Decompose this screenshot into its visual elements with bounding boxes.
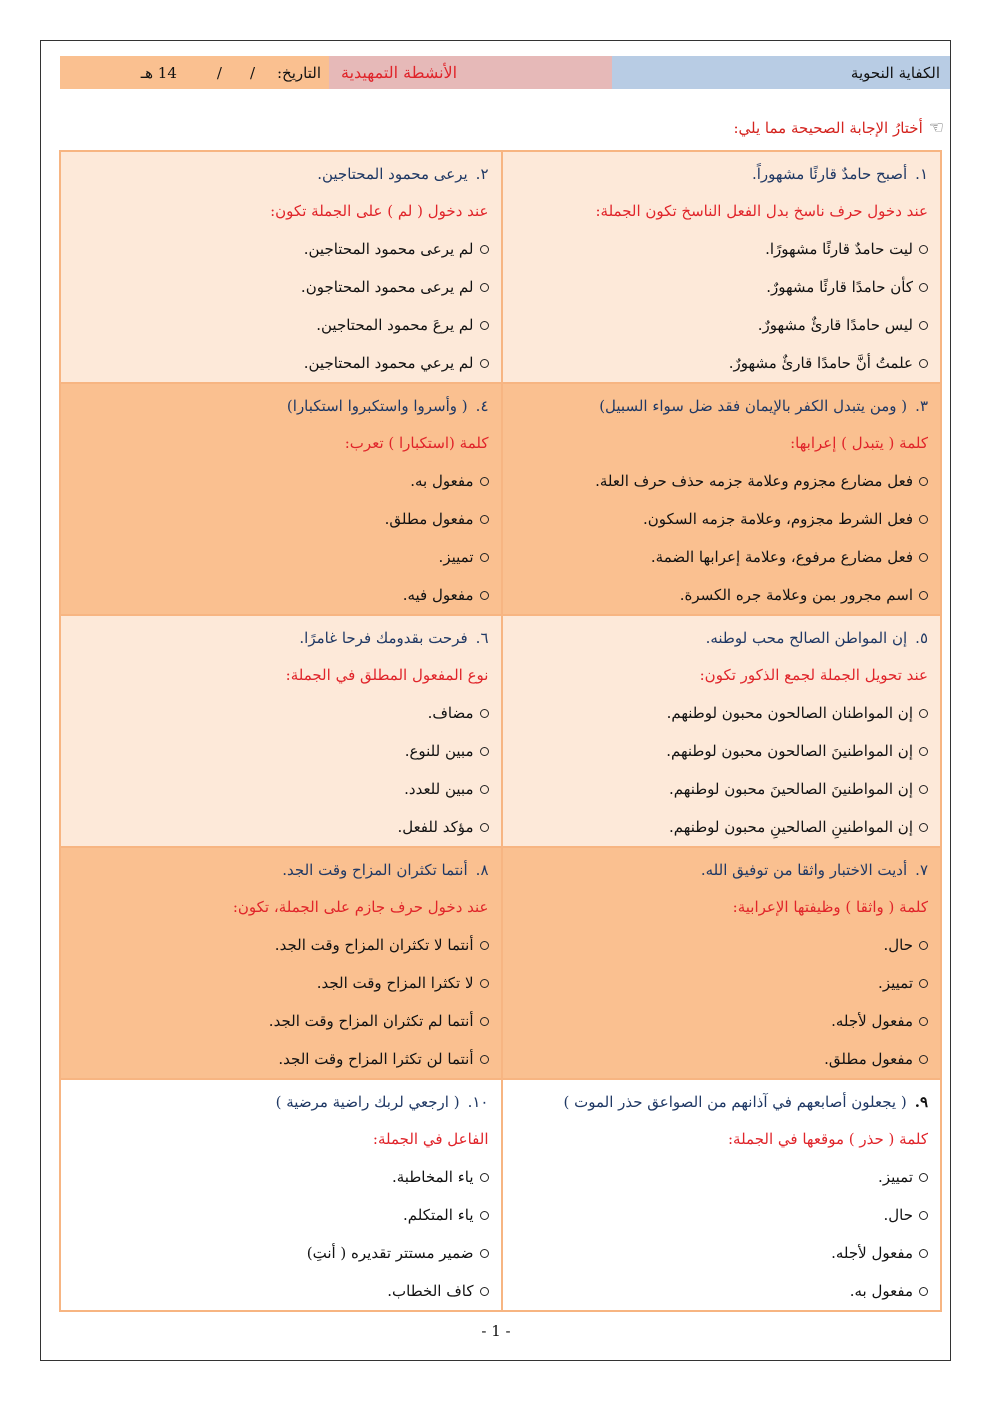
option-text: حال. — [883, 1206, 913, 1224]
radio-circle-icon[interactable] — [480, 979, 489, 988]
answer-option[interactable] — [73, 1234, 489, 1272]
question-number: ١٠. — [467, 1093, 489, 1111]
radio-circle-icon[interactable] — [919, 515, 928, 524]
radio-circle-icon[interactable] — [919, 1211, 928, 1220]
radio-circle-icon[interactable] — [480, 823, 489, 832]
answer-option[interactable] — [515, 462, 929, 500]
option-text: ليت حامدٌ قارئًا مشهورًا. — [765, 240, 913, 258]
option-text: مفعول لأجله. — [831, 1012, 913, 1030]
answer-option[interactable] — [515, 1002, 929, 1040]
question-number: ٦. — [475, 629, 489, 647]
radio-circle-icon[interactable] — [919, 553, 928, 562]
date-separator: / — [249, 63, 255, 82]
answer-option[interactable] — [515, 306, 929, 344]
answer-option[interactable] — [73, 306, 489, 344]
radio-circle-icon[interactable] — [919, 1017, 928, 1026]
radio-circle-icon[interactable] — [919, 1249, 928, 1258]
answer-option[interactable] — [515, 268, 929, 306]
radio-circle-icon[interactable] — [919, 1173, 928, 1182]
option-text: حال. — [883, 936, 913, 954]
option-text: مضاف. — [427, 704, 474, 722]
question-stem — [73, 620, 489, 658]
question-cell — [61, 384, 501, 614]
answer-option[interactable] — [73, 268, 489, 306]
option-text: لم يرعى محمود المحتاجين. — [303, 240, 474, 258]
answer-option[interactable] — [73, 964, 489, 1002]
answer-option[interactable] — [515, 926, 929, 964]
instruction — [733, 118, 944, 138]
option-text: مفعول لأجله. — [831, 1244, 913, 1262]
answer-option[interactable] — [515, 576, 929, 614]
question-cell — [501, 848, 941, 1078]
question-stem — [515, 1084, 929, 1122]
answer-option[interactable] — [73, 500, 489, 538]
option-text: مؤكد للفعل. — [397, 818, 474, 836]
radio-circle-icon[interactable] — [919, 709, 928, 718]
question-prompt: عند دخول حرف ناسخ بدل الفعل الناسخ تكون الجملة: — [595, 202, 928, 220]
question-prompt: عند دخول حرف جازم على الجملة، تكون: — [232, 898, 489, 916]
option-text: أنتما لا تكثران المزاح وقت الجد. — [274, 936, 474, 954]
radio-circle-icon[interactable] — [480, 747, 489, 756]
radio-circle-icon[interactable] — [919, 1055, 928, 1064]
answer-option[interactable] — [515, 694, 929, 732]
answer-option[interactable] — [73, 344, 489, 382]
radio-circle-icon[interactable] — [919, 785, 928, 794]
radio-circle-icon[interactable] — [480, 1249, 489, 1258]
question-number: ٧. — [915, 861, 928, 879]
question-text: أنتما تكثران المزاح وقت الجد. — [282, 861, 468, 879]
option-text: مبين للعدد. — [404, 780, 474, 798]
question-cell — [61, 848, 501, 1078]
option-text: مفعول به. — [410, 472, 474, 490]
answer-option[interactable] — [73, 770, 489, 808]
question-prompt: كلمة ( يتبدل ) إعرابها: — [790, 434, 928, 452]
questions-grid — [59, 150, 942, 1312]
question-row — [61, 384, 940, 616]
question-text: ( وأسروا واستكبروا استكبارا) — [286, 397, 468, 415]
option-text: كأن حامدًا قارئًا مشهورٌ. — [766, 278, 913, 296]
radio-circle-icon[interactable] — [919, 747, 928, 756]
answer-option[interactable] — [73, 926, 489, 964]
option-text: ليس حامدًا قارئٌ مشهورٌ. — [757, 316, 913, 334]
radio-circle-icon[interactable] — [480, 321, 489, 330]
radio-circle-icon[interactable] — [480, 553, 489, 562]
option-text: تمييز. — [438, 548, 474, 566]
option-text: تمييز. — [878, 1168, 913, 1186]
question-stem — [515, 156, 929, 194]
radio-circle-icon[interactable] — [919, 283, 928, 292]
answer-option[interactable] — [73, 462, 489, 500]
radio-circle-icon[interactable] — [480, 941, 489, 950]
question-number: ٥. — [915, 629, 928, 647]
question-text: يرعى محمود المحتاجين. — [317, 165, 468, 183]
option-text: ياء المخاطبة. — [391, 1168, 474, 1186]
answer-option[interactable] — [515, 964, 929, 1002]
radio-circle-icon[interactable] — [480, 1055, 489, 1064]
option-text: إن المواطنينَ الصالحون محبون لوطنهم. — [666, 742, 913, 760]
answer-option[interactable] — [515, 1040, 929, 1078]
answer-option[interactable] — [515, 1196, 929, 1234]
activities-title: الأنشطة التمهيدية — [329, 56, 612, 89]
radio-circle-icon[interactable] — [480, 709, 489, 718]
question-text: أصبح حامدٌ قارئًا مشهوراً. — [752, 165, 908, 183]
answer-option[interactable] — [515, 538, 929, 576]
option-text: فعل مضارع مرفوع، وعلامة إعرابها الضمة. — [650, 548, 913, 566]
answer-option[interactable] — [515, 732, 929, 770]
question-prompt: الفاعل في الجملة: — [372, 1130, 489, 1148]
radio-circle-icon[interactable] — [919, 979, 928, 988]
answer-option[interactable] — [515, 1234, 929, 1272]
subject-label: الكفاية النحوية — [612, 56, 950, 89]
pointing-hand-icon: ☜ — [928, 118, 944, 138]
radio-circle-icon[interactable] — [919, 823, 928, 832]
question-row — [61, 152, 940, 384]
option-text: اسم مجرور بمن وعلامة جره الكسرة. — [679, 586, 913, 604]
answer-option[interactable] — [515, 500, 929, 538]
date-label: التاريخ: — [277, 63, 321, 82]
answer-option[interactable] — [515, 230, 929, 268]
radio-circle-icon[interactable] — [480, 245, 489, 254]
question-prompt: عند دخول ( لم ) على الجملة تكون: — [270, 202, 489, 220]
option-text: فعل مضارع مجزوم وعلامة جزمه حذف حرف العلة. — [595, 472, 913, 490]
question-stem — [73, 1084, 489, 1122]
option-text: مفعول مطلق. — [384, 510, 474, 528]
question-prompt: كلمة (استكبارا ) تعرب: — [344, 434, 489, 452]
answer-option[interactable] — [73, 230, 489, 268]
option-text: إن المواطنان الصالحون محبون لوطنهم. — [666, 704, 913, 722]
question-cell — [501, 384, 941, 614]
radio-circle-icon[interactable] — [480, 1287, 489, 1296]
option-text: كاف الخطاب. — [387, 1282, 474, 1300]
question-stem — [515, 388, 929, 426]
answer-option[interactable] — [515, 344, 929, 382]
radio-circle-icon[interactable] — [480, 1017, 489, 1026]
radio-circle-icon[interactable] — [919, 1287, 928, 1296]
radio-circle-icon[interactable] — [480, 283, 489, 292]
option-text: لم يرعى محمود المحتاجون. — [300, 278, 474, 296]
question-prompt: كلمة ( حذر ) موقعها في الجملة: — [727, 1130, 928, 1148]
option-text: إن المواطنينِ الصالحينِ محبون لوطنهم. — [669, 818, 913, 836]
option-text: مبين للنوع. — [404, 742, 474, 760]
question-row — [61, 848, 940, 1080]
question-text: إن المواطن الصالح محب لوطنه. — [705, 629, 908, 647]
option-text: لم يرعَ محمود المحتاجين. — [316, 316, 474, 334]
option-text: ضمير مستتر تقديره ( أنتِ) — [306, 1244, 474, 1262]
answer-option[interactable] — [515, 770, 929, 808]
radio-circle-icon[interactable] — [919, 359, 928, 368]
answer-option[interactable] — [515, 1158, 929, 1196]
question-number: ١. — [915, 165, 928, 183]
option-text: ياء المتكلم. — [402, 1206, 474, 1224]
answer-option[interactable] — [73, 1040, 489, 1078]
question-number: ٨. — [475, 861, 489, 879]
radio-circle-icon[interactable] — [919, 245, 928, 254]
question-stem — [73, 852, 489, 890]
question-stem — [73, 388, 489, 426]
radio-circle-icon[interactable] — [919, 941, 928, 950]
option-text: أنتما لم تكثران المزاح وقت الجد. — [268, 1012, 474, 1030]
answer-option[interactable] — [73, 694, 489, 732]
instruction-text: أختارُ الإجابة الصحيحة مما يلي: — [733, 119, 923, 137]
question-cell — [61, 616, 501, 846]
radio-circle-icon[interactable] — [480, 515, 489, 524]
question-cell — [501, 1080, 941, 1310]
question-number: ٢. — [475, 165, 489, 183]
radio-circle-icon[interactable] — [480, 359, 489, 368]
option-text: تمييز. — [878, 974, 913, 992]
answer-option[interactable] — [73, 808, 489, 846]
question-cell — [501, 616, 941, 846]
date-field — [60, 56, 329, 89]
question-row — [61, 616, 940, 848]
header-bar — [60, 56, 950, 89]
option-text: مفعول مطلق. — [824, 1050, 913, 1068]
radio-circle-icon[interactable] — [480, 785, 489, 794]
question-row — [61, 1080, 940, 1310]
question-text: فرحت بقدومك فرحا غامرًا. — [299, 629, 468, 647]
option-text: مفعول به. — [849, 1282, 913, 1300]
answer-option[interactable] — [73, 1272, 489, 1310]
question-cell — [61, 152, 501, 382]
radio-circle-icon[interactable] — [480, 1211, 489, 1220]
radio-circle-icon[interactable] — [480, 591, 489, 600]
option-text: فعل الشرط مجزوم، وعلامة جزمه السكون. — [642, 510, 913, 528]
answer-option[interactable] — [73, 732, 489, 770]
question-text: ( ومن يتبدل الكفر بالإيمان فقد ضل سواء السبيل) — [599, 397, 908, 415]
question-cell — [501, 152, 941, 382]
question-prompt: نوع المفعول المطلق في الجملة: — [285, 666, 489, 684]
question-cell — [61, 1080, 501, 1310]
answer-option[interactable] — [73, 1158, 489, 1196]
option-text: لم يرعي محمود المحتاجين. — [303, 354, 474, 372]
question-stem — [515, 852, 929, 890]
question-stem — [515, 620, 929, 658]
question-text: ( يجعلون أصابعهم في آذانهم من الصواعق حذر الموت ) — [563, 1093, 907, 1111]
question-number: ٤. — [475, 397, 489, 415]
question-text: أديت الاختبار واثقا من توفيق الله. — [700, 861, 908, 879]
radio-circle-icon[interactable] — [919, 477, 928, 486]
option-text: أنتما لن تكثرا المزاح وقت الجد. — [278, 1050, 474, 1068]
option-text: لا تكثرا المزاح وقت الجد. — [316, 974, 474, 992]
option-text: مفعول فيه. — [402, 586, 474, 604]
option-text: إن المواطنينَ الصالحينَ محبون لوطنهم. — [669, 780, 913, 798]
question-text: ( ارجعي لربك راضية مرضية ) — [275, 1093, 460, 1111]
question-number: ٣. — [915, 397, 928, 415]
option-text: علمتُ أنَّ حامدًا قارئٌ مشهورٌ. — [728, 354, 913, 372]
answer-option[interactable] — [73, 576, 489, 614]
radio-circle-icon[interactable] — [480, 1173, 489, 1182]
question-number: ٩. — [914, 1093, 928, 1111]
question-prompt: كلمة ( واثقا ) وظيفتها الإعرابية: — [732, 898, 928, 916]
answer-option[interactable] — [73, 1196, 489, 1234]
hijri-year: 14 هـ — [140, 63, 177, 82]
answer-option[interactable] — [515, 808, 929, 846]
question-stem — [73, 156, 489, 194]
radio-circle-icon[interactable] — [919, 321, 928, 330]
answer-option[interactable] — [73, 1002, 489, 1040]
date-separator: / — [216, 63, 222, 82]
radio-circle-icon[interactable] — [919, 591, 928, 600]
page-number: - 1 - — [481, 1322, 511, 1340]
question-prompt: عند تحويل الجملة لجمع الذكور تكون: — [699, 666, 928, 684]
answer-option[interactable] — [515, 1272, 929, 1310]
answer-option[interactable] — [73, 538, 489, 576]
radio-circle-icon[interactable] — [480, 477, 489, 486]
